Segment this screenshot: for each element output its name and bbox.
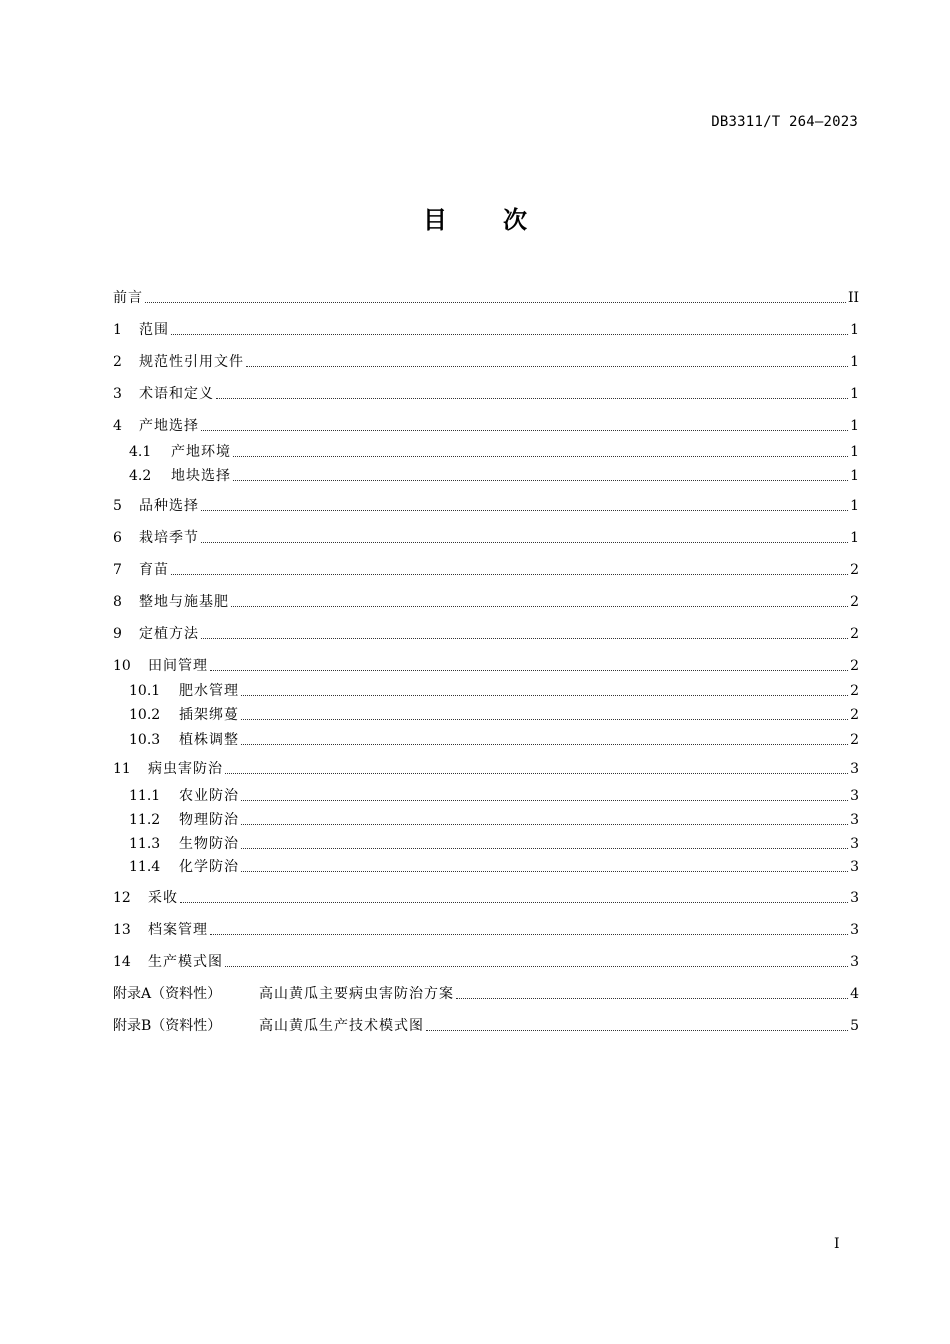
toc-entry[interactable] xyxy=(113,624,859,644)
toc-leader-dots xyxy=(241,695,848,696)
toc-entry-title: 品种选择 xyxy=(139,498,199,514)
toc-leader-dots xyxy=(241,719,848,720)
toc-entry-number: 4 xyxy=(113,418,122,434)
toc-entry[interactable] xyxy=(129,466,859,486)
toc-entry-number: 10.1 xyxy=(129,683,161,699)
toc-entry[interactable] xyxy=(129,705,859,725)
toc-entry-number: 10.3 xyxy=(129,732,161,748)
toc-entry-number: 1 xyxy=(113,322,122,338)
toc-leader-dots xyxy=(145,302,846,303)
toc-entry-number: 11 xyxy=(113,761,131,777)
page-number: I xyxy=(834,1236,840,1252)
toc-leader-dots xyxy=(171,334,848,335)
toc-leader-dots xyxy=(241,744,848,745)
toc-entry[interactable] xyxy=(113,888,859,908)
toc-entry-page: 2 xyxy=(850,732,859,748)
toc-leader-dots xyxy=(233,456,848,457)
toc-leader-dots xyxy=(225,966,848,967)
toc-leader-dots xyxy=(201,430,848,431)
toc-entry-page: 1 xyxy=(850,530,859,546)
toc-leader-dots xyxy=(201,510,848,511)
toc-entry-number: 9 xyxy=(113,626,122,642)
toc-entry[interactable] xyxy=(113,560,859,580)
toc-entry-number: 7 xyxy=(113,562,122,578)
toc-entry-title: 产地选择 xyxy=(139,418,199,434)
toc-entry-title: 产地环境 xyxy=(171,444,231,460)
toc-entry-number: 附录B（资料性） xyxy=(113,1018,222,1034)
toc-entry-page: 2 xyxy=(850,707,859,723)
toc-entry-page: 3 xyxy=(850,836,859,852)
toc-entry-number: 4.2 xyxy=(129,468,152,484)
toc-entry-page: 4 xyxy=(850,986,859,1002)
toc-entry-title: 育苗 xyxy=(139,562,169,578)
toc-entry[interactable] xyxy=(129,810,859,830)
toc-entry[interactable] xyxy=(113,320,859,340)
toc-entry[interactable] xyxy=(113,656,859,676)
toc-entry-title: 术语和定义 xyxy=(139,386,214,402)
toc-entry-title: 物理防治 xyxy=(179,812,239,828)
toc-leader-dots xyxy=(201,638,848,639)
toc-entry[interactable] xyxy=(129,730,859,750)
toc-entry-page: 3 xyxy=(850,812,859,828)
toc-entry[interactable] xyxy=(113,759,859,779)
toc-entry-title: 病虫害防治 xyxy=(148,761,223,777)
toc-entry-number: 11.2 xyxy=(129,812,161,828)
toc-entry-page: 2 xyxy=(850,683,859,699)
toc-entry-title: 化学防治 xyxy=(179,859,239,875)
toc-leader-dots xyxy=(201,542,848,543)
toc-entry[interactable] xyxy=(113,952,859,972)
toc-entry[interactable] xyxy=(113,384,859,404)
toc-leader-dots xyxy=(171,574,848,575)
toc-entry-title: 农业防治 xyxy=(179,788,239,804)
toc-entry-title: 肥水管理 xyxy=(179,683,239,699)
toc-leader-dots xyxy=(241,871,848,872)
toc-entry-page: 3 xyxy=(850,859,859,875)
toc-entry-page: 3 xyxy=(850,954,859,970)
toc-entry[interactable] xyxy=(113,984,859,1004)
toc-leader-dots xyxy=(231,606,848,607)
toc-title-part1: 目 xyxy=(423,206,447,234)
toc-leader-dots xyxy=(225,773,848,774)
toc-entry-number: 14 xyxy=(113,954,131,970)
toc-leader-dots xyxy=(241,824,848,825)
toc-entry-page: 3 xyxy=(850,922,859,938)
toc-leader-dots xyxy=(241,848,848,849)
toc-entry-page: 1 xyxy=(850,354,859,370)
toc-entry-title: 栽培季节 xyxy=(139,530,199,546)
toc-entry-title: 前言 xyxy=(113,290,143,306)
toc-entry-page: 3 xyxy=(850,890,859,906)
toc-entry-title: 范围 xyxy=(139,322,169,338)
toc-entry-title: 插架绑蔓 xyxy=(179,707,239,723)
toc-entry-number: 8 xyxy=(113,594,122,610)
toc-title-part2: 次 xyxy=(503,206,527,234)
document-code: DB3311/T 264—2023 xyxy=(711,114,858,130)
toc-entry[interactable] xyxy=(129,442,859,462)
toc-entry-title: 田间管理 xyxy=(148,658,208,674)
toc-entry-title: 高山黄瓜生产技术模式图 xyxy=(259,1018,424,1034)
toc-entry[interactable] xyxy=(113,288,859,308)
toc-entry-page: 5 xyxy=(850,1018,859,1034)
toc-leader-dots xyxy=(233,480,848,481)
toc-entry[interactable] xyxy=(113,1016,859,1036)
toc-entry-page: 1 xyxy=(850,444,859,460)
toc-entry[interactable] xyxy=(113,352,859,372)
toc-leader-dots xyxy=(426,1030,848,1031)
toc-entry[interactable] xyxy=(129,681,859,701)
toc-entry-page: 1 xyxy=(850,418,859,434)
toc-entry-page: 1 xyxy=(850,498,859,514)
toc-entry-number: 13 xyxy=(113,922,131,938)
toc-leader-dots xyxy=(246,366,848,367)
toc-entry-title: 高山黄瓜主要病虫害防治方案 xyxy=(259,986,454,1002)
toc-entry-number: 附录A（资料性） xyxy=(113,986,222,1002)
toc-leader-dots xyxy=(210,670,848,671)
toc-entry-number: 4.1 xyxy=(129,444,152,460)
toc-entry-number: 11.3 xyxy=(129,836,161,852)
toc-title xyxy=(0,200,950,235)
toc-entry-title: 生产模式图 xyxy=(148,954,223,970)
toc-entry-number: 10 xyxy=(113,658,131,674)
toc-entry-page: 3 xyxy=(850,788,859,804)
toc-leader-dots xyxy=(456,998,848,999)
toc-entry-number: 6 xyxy=(113,530,122,546)
toc-leader-dots xyxy=(210,934,848,935)
toc-entry-title: 地块选择 xyxy=(171,468,231,484)
toc-entry-number: 11.4 xyxy=(129,859,161,875)
toc-entry[interactable] xyxy=(113,592,859,612)
toc-entry[interactable] xyxy=(113,920,859,940)
toc-leader-dots xyxy=(216,398,848,399)
toc-entry-page: 2 xyxy=(850,562,859,578)
toc-entry-page: II xyxy=(847,290,859,306)
toc-entry-number: 5 xyxy=(113,498,122,514)
toc-entry-title: 定植方法 xyxy=(139,626,199,642)
toc-entry-number: 10.2 xyxy=(129,707,161,723)
toc-leader-dots xyxy=(180,902,848,903)
toc-entry-title: 采收 xyxy=(148,890,178,906)
toc-entry-page: 1 xyxy=(850,468,859,484)
toc-entry-number: 3 xyxy=(113,386,122,402)
toc-entry-number: 2 xyxy=(113,354,122,370)
toc-entry-page: 2 xyxy=(850,626,859,642)
toc-entry[interactable] xyxy=(129,857,859,877)
toc-entry-title: 生物防治 xyxy=(179,836,239,852)
toc-entry-title: 规范性引用文件 xyxy=(139,354,244,370)
toc-entry[interactable] xyxy=(113,416,859,436)
toc-entry-page: 1 xyxy=(850,322,859,338)
toc-leader-dots xyxy=(241,800,848,801)
toc-entry-page: 2 xyxy=(850,594,859,610)
toc-entry[interactable] xyxy=(129,834,859,854)
toc-entry-title: 植株调整 xyxy=(179,732,239,748)
toc-entry-page: 3 xyxy=(850,761,859,777)
toc-entry[interactable] xyxy=(113,528,859,548)
toc-entry-title: 档案管理 xyxy=(148,922,208,938)
toc-entry-number: 12 xyxy=(113,890,131,906)
toc-entry-page: 2 xyxy=(850,658,859,674)
toc-entry[interactable] xyxy=(113,496,859,516)
toc-entry-title: 整地与施基肥 xyxy=(139,594,229,610)
toc-entry-page: 1 xyxy=(850,386,859,402)
toc-entry[interactable] xyxy=(129,786,859,806)
toc-entry-number: 11.1 xyxy=(129,788,161,804)
